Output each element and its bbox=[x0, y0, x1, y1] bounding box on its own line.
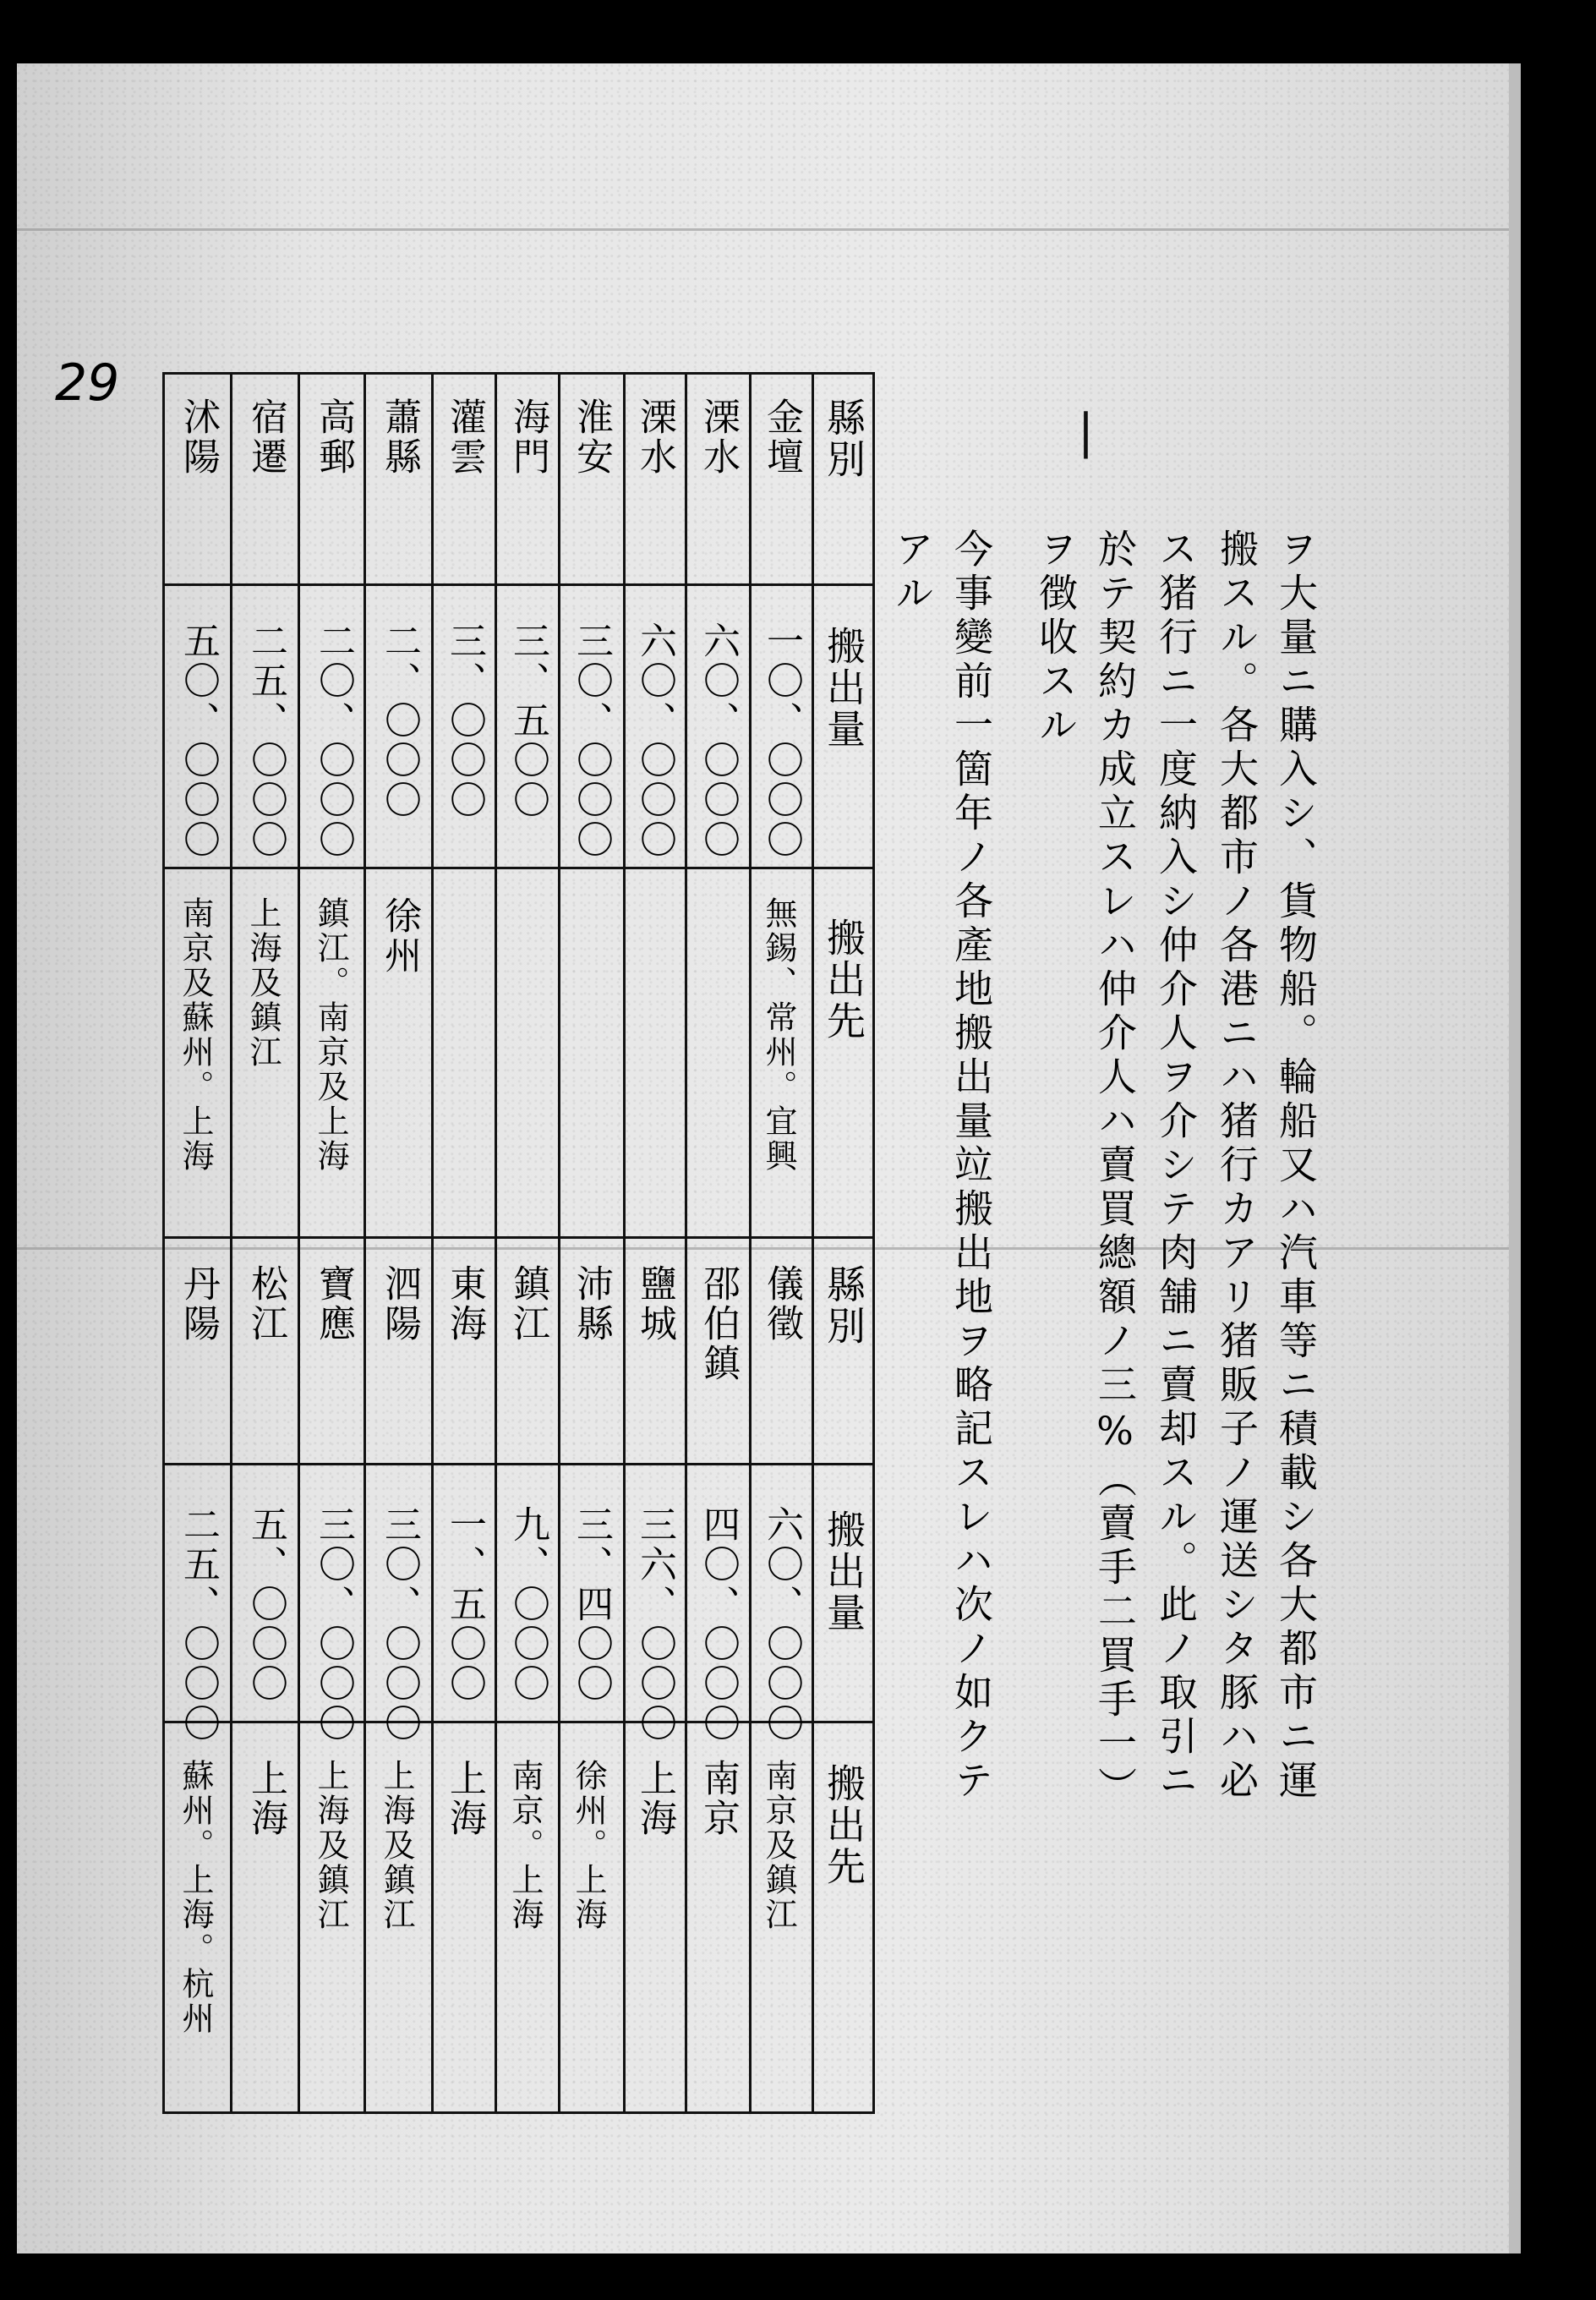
lower-destination: 上海 bbox=[633, 1759, 676, 1838]
column-separator bbox=[230, 372, 232, 2114]
lower-amount: 三〇、〇〇〇 bbox=[378, 1505, 421, 1744]
table-border-top bbox=[162, 372, 875, 375]
lower-destination: 南京。上海 bbox=[506, 1759, 544, 1932]
lower-amount: 四〇、〇〇〇 bbox=[697, 1505, 740, 1744]
prose-column: ス猪行ニ一度納入シ仲介人ヲ介シテ肉舗ニ賣却スル。此ノ取引ニ bbox=[1153, 528, 1199, 1804]
column-separator bbox=[431, 372, 434, 2114]
lower-amount: 三〇、〇〇〇 bbox=[312, 1505, 355, 1744]
header-county: 縣別 bbox=[821, 1264, 866, 1347]
upper-amount: 一〇、〇〇〇 bbox=[760, 622, 803, 860]
lower-destination: 蘇州。上海。杭州 bbox=[177, 1759, 214, 2036]
upper-amount: 六〇、〇〇〇 bbox=[633, 622, 676, 860]
column-separator bbox=[812, 372, 814, 2114]
lower-amount: 三六、〇〇〇 bbox=[633, 1505, 676, 1744]
upper-county: 溧水 bbox=[633, 397, 676, 477]
upper-county: 宿遷 bbox=[244, 397, 287, 477]
upper-county: 灌雲 bbox=[443, 397, 486, 477]
header-amount: 搬出量 bbox=[821, 626, 866, 750]
upper-destination: 鎮江。南京及上海 bbox=[312, 896, 349, 1174]
lower-amount: 六〇、〇〇〇 bbox=[760, 1505, 803, 1744]
lower-amount: 五、〇〇〇 bbox=[244, 1505, 287, 1704]
lower-amount: 九、〇〇〇 bbox=[506, 1505, 549, 1704]
column-separator bbox=[298, 372, 300, 2114]
lower-county: 鹽城 bbox=[633, 1264, 676, 1344]
lower-amount: 二五、〇〇〇 bbox=[177, 1505, 220, 1744]
lower-destination: 上海及鎮江 bbox=[312, 1759, 349, 1932]
upper-amount: 二五、〇〇〇 bbox=[244, 622, 287, 860]
table-rule bbox=[162, 867, 875, 869]
table-border-left bbox=[162, 372, 165, 2114]
prose-column: 搬スル。各大都市ノ各港ニハ猪行カアリ猪販子ノ運送シタ豚ハ必 bbox=[1214, 528, 1260, 1804]
upper-amount: 二〇、〇〇〇 bbox=[312, 622, 355, 860]
table-rule bbox=[162, 583, 875, 586]
prose-column: ヲ徴收スル bbox=[1033, 528, 1079, 748]
column-separator bbox=[623, 372, 626, 2114]
upper-amount: 二、〇〇〇 bbox=[378, 622, 421, 820]
lower-amount: 三、四〇〇 bbox=[570, 1505, 613, 1704]
lower-destination: 南京 bbox=[697, 1759, 740, 1838]
lower-county: 儀徵 bbox=[760, 1264, 803, 1344]
page-number: 29 bbox=[55, 353, 120, 413]
lower-county: 丹陽 bbox=[177, 1264, 220, 1344]
upper-destination: 徐州 bbox=[378, 896, 421, 976]
lower-destination: 上海 bbox=[443, 1759, 486, 1838]
upper-destination: 上海及鎮江 bbox=[244, 896, 281, 1070]
lower-county: 松江 bbox=[244, 1264, 287, 1344]
column-separator bbox=[749, 372, 752, 2114]
lower-county: 東海 bbox=[443, 1264, 486, 1344]
column-separator bbox=[558, 372, 560, 2114]
pencil-mark: | bbox=[1078, 404, 1094, 459]
upper-county: 溧水 bbox=[697, 397, 740, 477]
upper-county: 金壇 bbox=[760, 397, 803, 477]
upper-county: 高郵 bbox=[312, 397, 355, 477]
header-destination: 搬出先 bbox=[821, 917, 866, 1042]
column-separator bbox=[495, 372, 497, 2114]
lower-county: 邵伯鎮 bbox=[697, 1264, 740, 1383]
lower-amount: 一、五〇〇 bbox=[443, 1505, 486, 1704]
table-rule bbox=[162, 1463, 875, 1465]
upper-amount: 三、〇〇〇 bbox=[443, 622, 486, 820]
header-destination: 搬出先 bbox=[821, 1763, 866, 1887]
lower-county: 沛縣 bbox=[570, 1264, 613, 1344]
lower-destination: 徐州。上海 bbox=[570, 1759, 607, 1932]
lower-destination: 南京及鎮江 bbox=[760, 1759, 797, 1932]
upper-amount: 三、五〇〇 bbox=[506, 622, 549, 820]
header-amount: 搬出量 bbox=[821, 1509, 866, 1634]
column-separator bbox=[363, 372, 366, 2114]
upper-county: 海門 bbox=[506, 397, 549, 477]
upper-county: 蕭縣 bbox=[378, 397, 421, 477]
lower-county: 泗陽 bbox=[378, 1264, 421, 1344]
table-border-right bbox=[872, 372, 875, 2114]
lower-county: 寶應 bbox=[312, 1264, 355, 1344]
upper-amount: 六〇、〇〇〇 bbox=[697, 622, 740, 860]
upper-amount: 五〇、〇〇〇 bbox=[177, 622, 220, 860]
prose-column: ヲ大量ニ購入シ、貨物船。輪船又ハ汽車等ニ積載シ各大都市ニ運 bbox=[1273, 528, 1319, 1804]
table-border-bottom bbox=[162, 2111, 875, 2114]
column-separator bbox=[685, 372, 687, 2114]
upper-county: 淮安 bbox=[570, 397, 613, 477]
lower-destination: 上海及鎮江 bbox=[378, 1759, 415, 1932]
upper-county: 沭陽 bbox=[177, 397, 220, 477]
header-county: 縣別 bbox=[821, 397, 866, 480]
lower-county: 鎮江 bbox=[506, 1264, 549, 1344]
prose-column: 於テ契約カ成立スレハ仲介人ハ賣買總額ノ三%（賣手二買手一） bbox=[1092, 528, 1138, 1810]
lower-destination: 上海 bbox=[244, 1759, 287, 1838]
table-section-divider bbox=[162, 1236, 875, 1239]
upper-destination: 南京及蘇州。上海 bbox=[177, 896, 214, 1174]
upper-amount: 三〇、〇〇〇 bbox=[570, 622, 613, 860]
prose-column: アル bbox=[889, 528, 935, 616]
fold-line bbox=[17, 228, 1509, 231]
upper-destination: 無錫、常州。宜興 bbox=[760, 896, 797, 1174]
prose-column: 今事變前一箇年ノ各產地搬出量竝搬出地ヲ略記スレハ次ノ如クテ bbox=[948, 528, 994, 1804]
